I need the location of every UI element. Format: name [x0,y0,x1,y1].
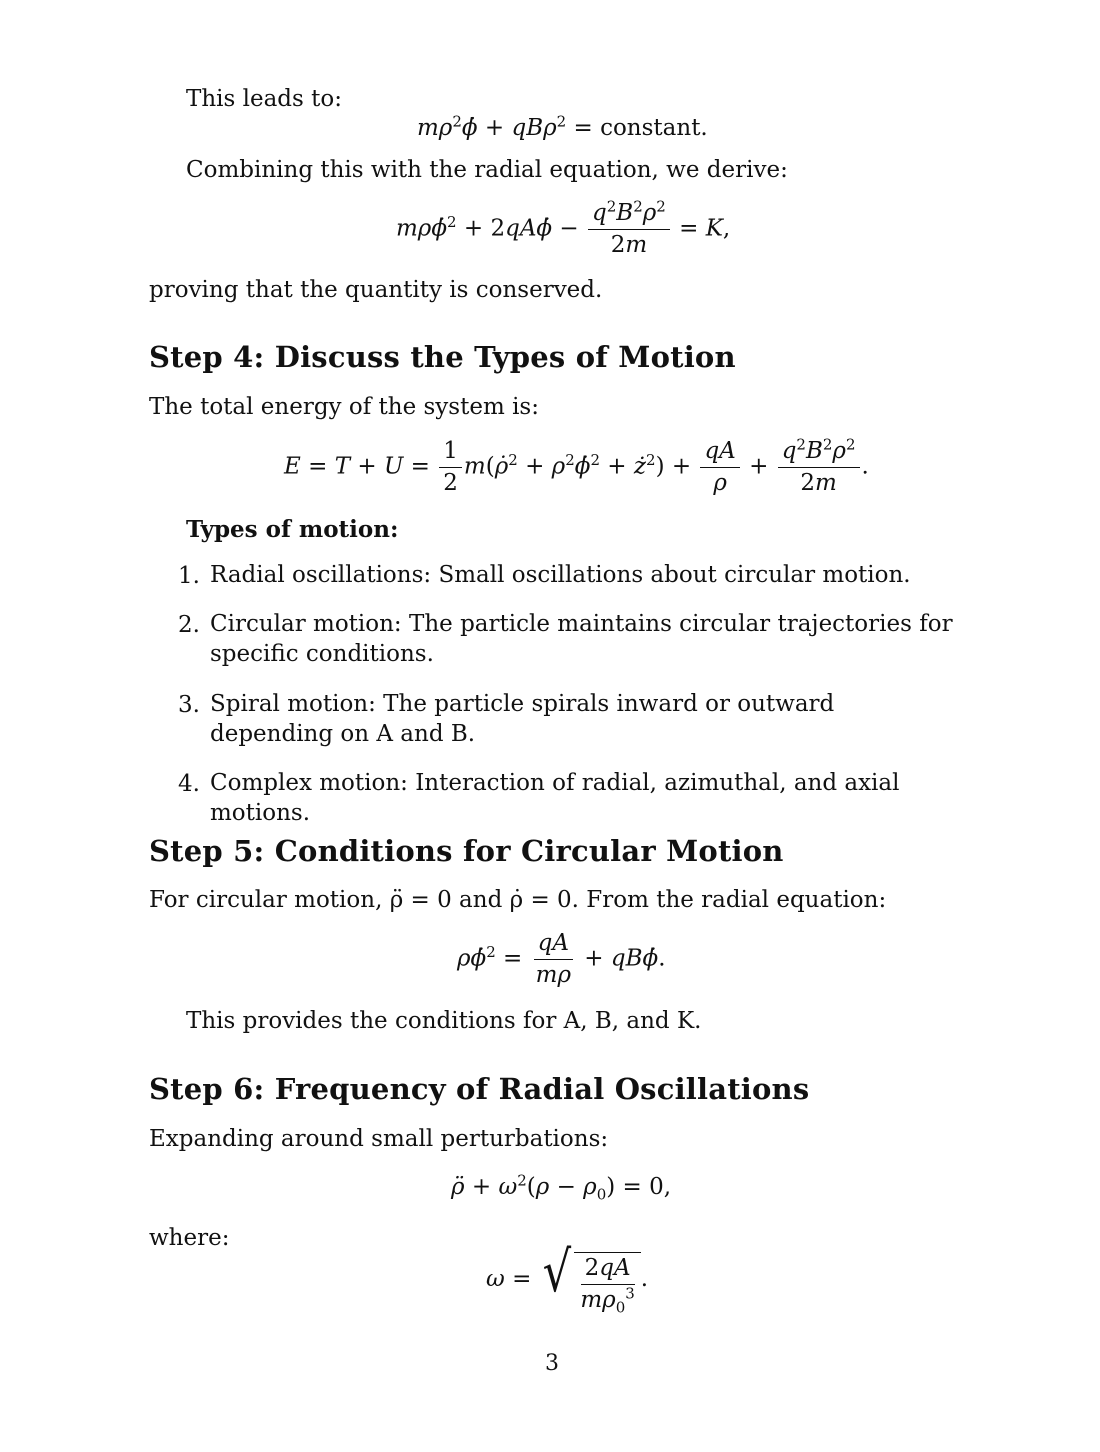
heading-step-4: Step 4: Discuss the Types of Motion [149,340,736,374]
paragraph-provides: This provides the conditions for A, B, and K. [186,1008,702,1034]
list-item-circular: Circular motion: The particle maintains circular trajectories for specific conditions. [210,611,953,667]
equation-conserved-k: mρϕ̇$^2$ + 2qAϕ̇ − $\frac{q^2B^2\rho^2}{2m}$ = K, [396,197,731,258]
list-item-number: 2. [178,612,200,638]
paragraph-proving: proving that the quantity is conserved. [149,277,603,303]
equation-angular-constant: $m\rho^2\phi̇ + qB\rho^2$ = constant. [417,112,708,141]
paragraph-combining: Combining this with the radial equation, we derive: [186,157,788,183]
list-item-complex: Complex motion: Interaction of radial, azimuthal, and axial motions. [210,770,900,826]
paragraph-leads-to: This leads to: [186,86,342,112]
equation-circular-condition: ρϕ̇$^2$ = $\frac{qA}{m\rho}$ + qBϕ̇. [457,930,666,988]
equation-total-energy: E = T + U = $\frac{1}{2}$ m(ρ̇$^2$ + $\rho^2\phi̇^2$ + $ż^2$) + $\frac{qA}{\rho}$ + $\frac{q^2B^2\rho^2}{2m}$ . [284,435,869,496]
heading-step-5: Step 5: Conditions for Circular Motion [149,834,784,868]
paragraph-total-energy: The total energy of the system is: [149,394,539,420]
paragraph-where: where: [149,1225,230,1251]
list-item-spiral: Spiral motion: The particle spirals inward or outward depending on A and B. [210,691,835,747]
paragraph-circular-intro: For circular motion, ρ̈ = 0 and ρ̇ = 0. From the radial equation: [149,887,887,913]
list-item-number: 3. [178,692,200,718]
list-item-number: 4. [178,771,200,797]
subheading-types-of-motion: Types of motion: [186,516,399,543]
equation-oscillation: ρ̈ + $\omega^2(\rho - \rho_0) = 0$, [451,1171,672,1204]
list-item-radial: Radial oscillations: Small oscillations about circular motion. [210,562,911,588]
heading-step-6: Step 6: Frequency of Radial Oscillations [149,1072,810,1106]
page-number: 3 [545,1351,559,1376]
equation-omega: ω = √ $\frac{2qA}{m\rho_0^3}$ . [486,1240,649,1317]
paragraph-expanding: Expanding around small perturbations: [149,1126,609,1152]
list-item-number: 1. [178,563,200,589]
